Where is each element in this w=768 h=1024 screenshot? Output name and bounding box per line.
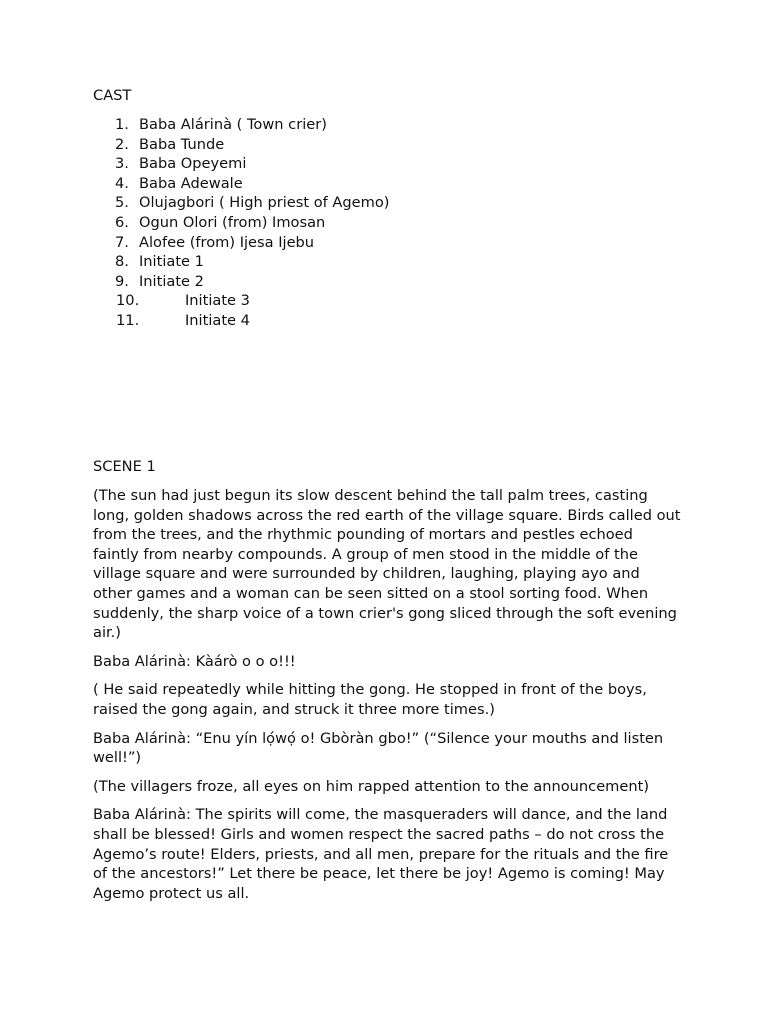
list-number: 8. [115, 253, 129, 271]
cast-member-name: Baba Adewale [139, 174, 243, 192]
list-number: 3. [115, 155, 129, 173]
cast-member-name: Baba Opeyemi [139, 155, 247, 173]
cast-member-name: Initiate 2 [139, 272, 204, 290]
scene-heading: SCENE 1 [93, 458, 156, 475]
cast-member-name: Baba Alárinà ( Town crier) [139, 116, 327, 133]
list-number: 7. [115, 233, 129, 251]
cast-heading: CAST [93, 87, 132, 104]
cast-member-name: Ogun Olori (from) Imosan [139, 213, 326, 231]
dialogue-paragraph: Baba Alárinà: Kàárò o o o!!! [93, 652, 296, 670]
list-number: 1. [115, 116, 129, 133]
dialogue-paragraph: Baba Alárinà: “Enu yín lọ́wọ́ o! Gbòràn gbo!” (“Silence your mouths and listen well!”) [93, 729, 664, 767]
stage-direction-paragraph: (The villagers froze, all eyes on him rapped attention to the announcement) [93, 777, 650, 795]
cast-member-name: Initiate 3 [185, 292, 250, 310]
stage-direction-paragraph: ( He said repeatedly while hitting the gong. He stopped in front of the boys, raised the gong again, and struck it three more times.) [93, 681, 647, 718]
cast-member-name: Initiate 1 [139, 253, 204, 271]
list-number: 9. [115, 272, 129, 290]
cast-member-name: Baba Tunde [139, 135, 225, 153]
list-number: 4. [115, 174, 129, 192]
cast-member-name: Initiate 4 [185, 311, 250, 329]
list-number: 6. [115, 213, 129, 231]
dialogue-paragraph: Baba Alárinà: The spirits will come, the masqueraders will dance, and the land shall be blessed! Girls and women respect the sacred paths – do not cross the Agemo’s route! Elders, priests, and all men, prepare for the rituals and the fire of the ancestors!” Let there be peace, let there be joy! Agemo is coming! May Agemo protect us all. [93, 806, 669, 902]
list-number: 10. [116, 292, 140, 310]
scene-body [93, 486, 683, 912]
list-number: 5. [115, 194, 129, 212]
cast-member-name: Olujagbori ( High priest of Agemo) [139, 194, 390, 212]
list-number: 11. [116, 311, 140, 329]
list-number: 2. [115, 135, 129, 153]
stage-direction-paragraph: (The sun had just begun its slow descent behind the tall palm trees, casting long, golden shadows across the red earth of the village square. Birds called out from the trees, and the rhythmic pounding of mortars and pestles echoed faintly from nearby compounds. A group of men stood in the middle of the village square and were surrounded by children, laughing, playing ayo and other games and a woman can be seen sitted on a stool sorting food. When suddenly, the sharp voice of a town crier's gong sliced through the soft evening air.) [93, 487, 681, 642]
cast-member-name: Alofee (from) Ijesa Ijebu [139, 233, 315, 251]
